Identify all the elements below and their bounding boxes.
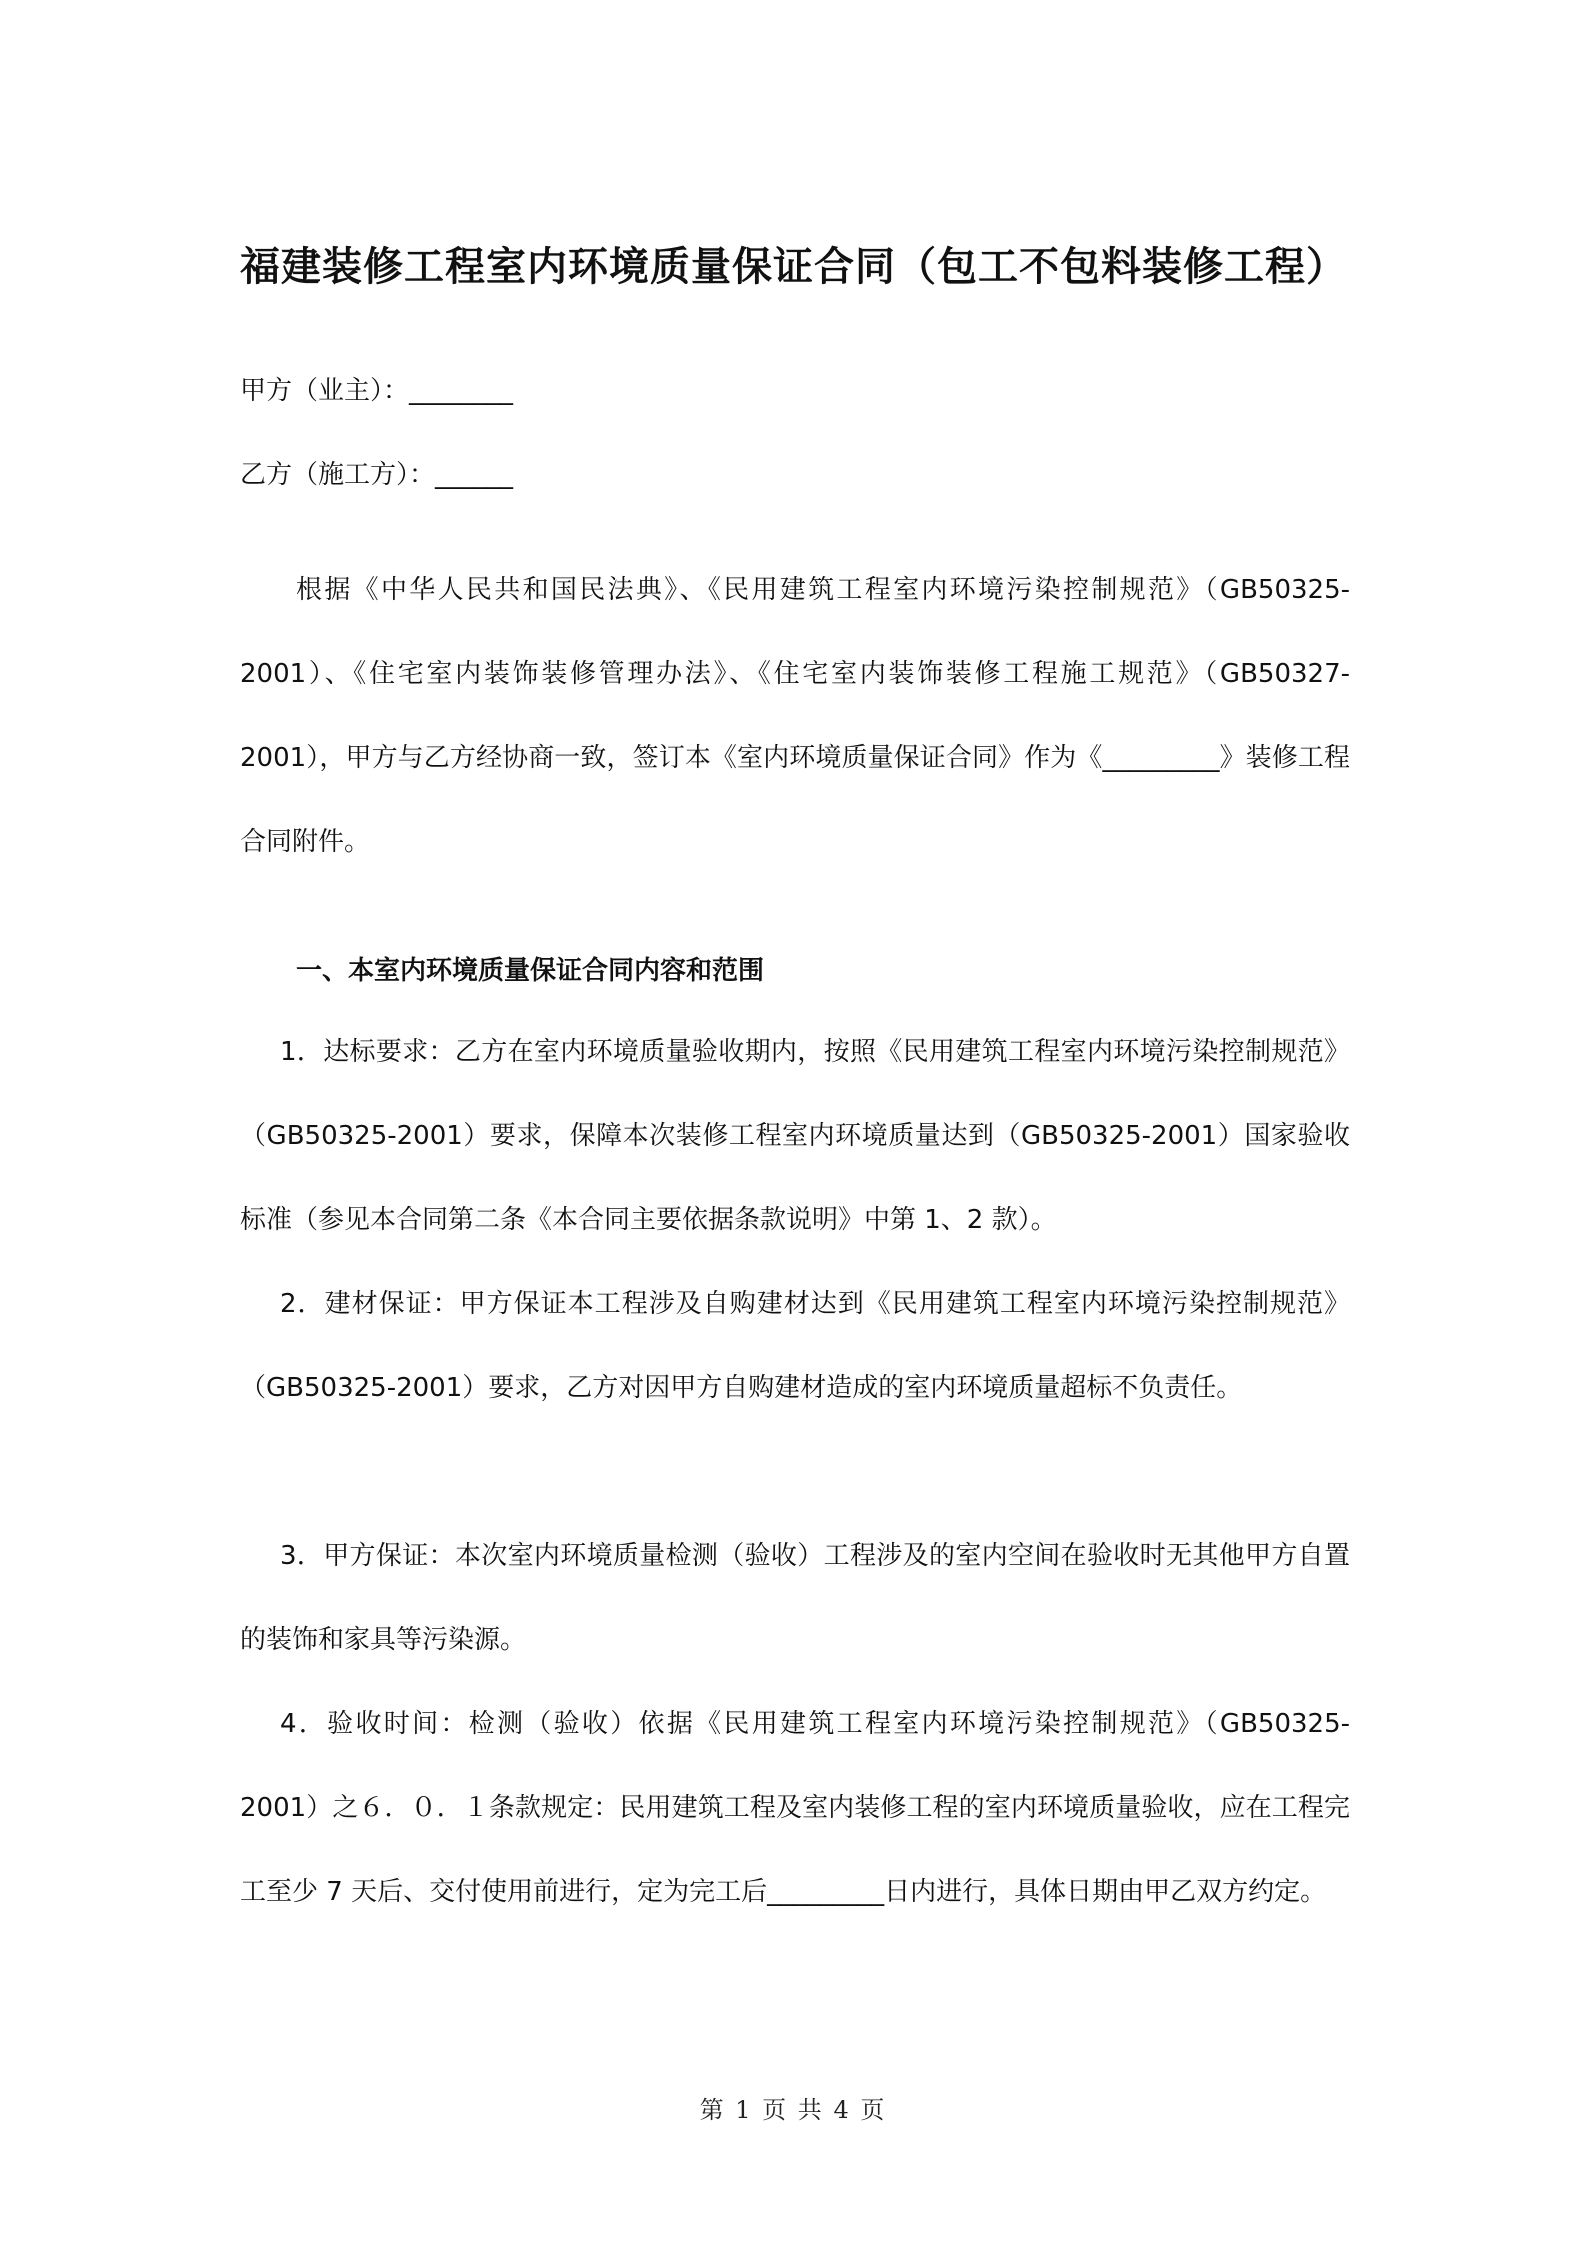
section-heading: 一、本室内环境质量保证合同内容和范围 xyxy=(296,956,765,986)
intro-paragraph: 根据《中华人民共和国民法典》、《民用建筑工程室内环境污染控制规范》（GB50325-2001）、《住宅室内装饰装修管理办法》、《住宅室内装饰装修工程施工规范》（GB50327-2001），甲方与乙方经协商一致，签订本《室内环境质量保证合同》作为《_________》装修工程合同附件。 xyxy=(240,575,1350,857)
clause-2: 2．建材保证：甲方保证本工程涉及自购建材达到《民用建筑工程室内环境污染控制规范》（GB50325-2001）要求，乙方对因甲方自购建材造成的室内环境质量超标不负责任。 xyxy=(240,1289,1350,1403)
clause-4: 4．验收时间：检测（验收）依据《民用建筑工程室内环境污染控制规范》（GB50325-2001）之６．０．１条款规定：民用建筑工程及室内装修工程的室内环境质量验收，应在工程完工至少 7 天后、交付使用前进行，定为完工后_________日内进行，具体日期由甲乙双方约定。 xyxy=(240,1709,1350,1907)
party-a-line: 甲方（业主）：________ xyxy=(240,376,514,406)
page-indicator: 第 1 页 共 4 页 xyxy=(699,2096,887,2124)
document-title: 福建装修工程室内环境质量保证合同（包工不包料装修工程） xyxy=(240,244,1347,290)
clause-3: 3．甲方保证：本次室内环境质量检测（验收）工程涉及的室内空间在验收时无其他甲方自置的装饰和家具等污染源。 xyxy=(240,1541,1350,1655)
clause-1: 1．达标要求：乙方在室内环境质量验收期内，按照《民用建筑工程室内环境污染控制规范》（GB50325-2001）要求，保障本次装修工程室内环境质量达到（GB50325-2001）国家验收标准（参见本合同第二条《本合同主要依据条款说明》中第 1、2 款）。 xyxy=(240,1037,1350,1235)
party-b-line: 乙方（施工方）：______ xyxy=(240,460,514,490)
